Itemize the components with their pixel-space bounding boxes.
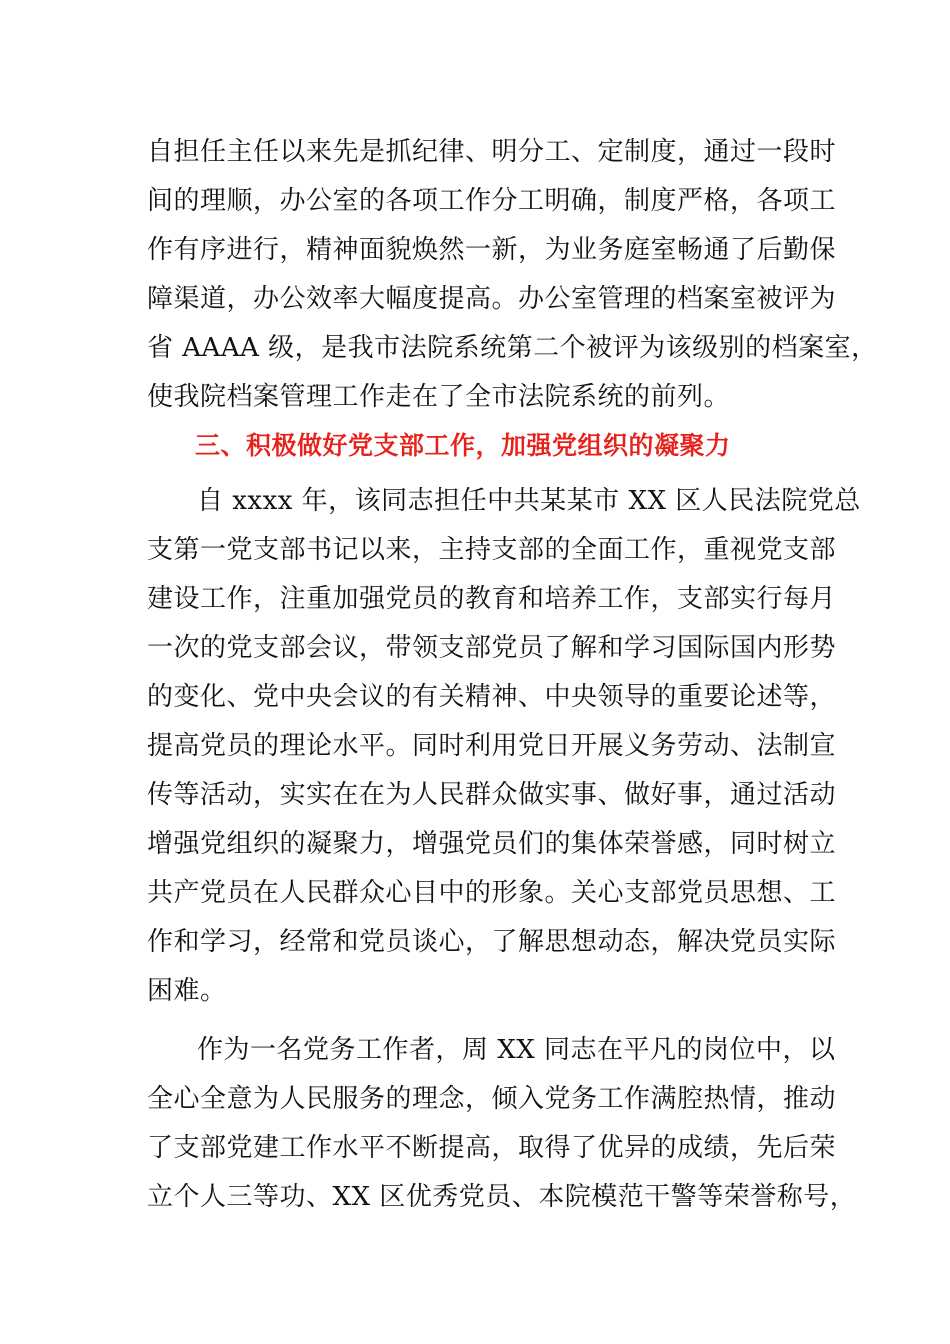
section-heading: 三、积极做好党支部工作，加强党组织的凝聚力: [195, 431, 731, 460]
paragraph-line: 支第一党支部书记以来，主持支部的全面工作，重视党支部: [147, 535, 837, 565]
paragraph-line: 作有序进行，精神面貌焕然一新，为业务庭室畅通了后勤保: [147, 235, 837, 265]
paragraph-line: 一次的党支部会议，带领支部党员了解和学习国际国内形势: [147, 633, 837, 663]
paragraph-line: 立个人三等功、XX 区优秀党员、本院模范干警等荣誉称号，: [147, 1182, 857, 1212]
paragraph-line: 建设工作，注重加强党员的教育和培养工作，支部实行每月: [147, 584, 837, 614]
paragraph-line: 作为一名党务工作者，周 XX 同志在平凡的岗位中，以: [197, 1035, 836, 1065]
paragraph-line: 间的理顺，办公室的各项工作分工明确，制度严格，各项工: [147, 186, 837, 216]
paragraph-line: 了支部党建工作水平不断提高，取得了优异的成绩，先后荣: [147, 1133, 837, 1163]
paragraph-line: 共产党员在人民群众心目中的形象。关心支部党员思想、工: [147, 878, 837, 908]
paragraph-line: 自担任主任以来先是抓纪律、明分工、定制度，通过一段时: [147, 137, 837, 167]
paragraph-line: 障渠道，办公效率大幅度提高。办公室管理的档案室被评为: [147, 284, 837, 314]
paragraph-line: 的变化、党中央会议的有关精神、中央领导的重要论述等，: [147, 682, 837, 712]
paragraph-line: 作和学习，经常和党员谈心，了解思想动态，解决党员实际: [147, 927, 837, 957]
paragraph-line: 自 xxxx 年，该同志担任中共某某市 XX 区人民法院党总: [197, 486, 861, 516]
paragraph-line: 提高党员的理论水平。同时利用党日开展义务劳动、法制宣: [147, 731, 837, 761]
paragraph-line: 使我院档案管理工作走在了全市法院系统的前列。: [147, 382, 731, 412]
paragraph-line: 全心全意为人民服务的理念，倾入党务工作满腔热情，推动: [147, 1084, 837, 1114]
paragraph-line: 困难。: [147, 976, 227, 1006]
paragraph-line: 增强党组织的凝聚力，增强党员们的集体荣誉感，同时树立: [147, 829, 837, 859]
paragraph-line: 传等活动，实实在在为人民群众做实事、做好事，通过活动: [147, 780, 837, 810]
paragraph-line: 省 AAAA 级，是我市法院系统第二个被评为该级别的档案室，: [147, 333, 878, 363]
